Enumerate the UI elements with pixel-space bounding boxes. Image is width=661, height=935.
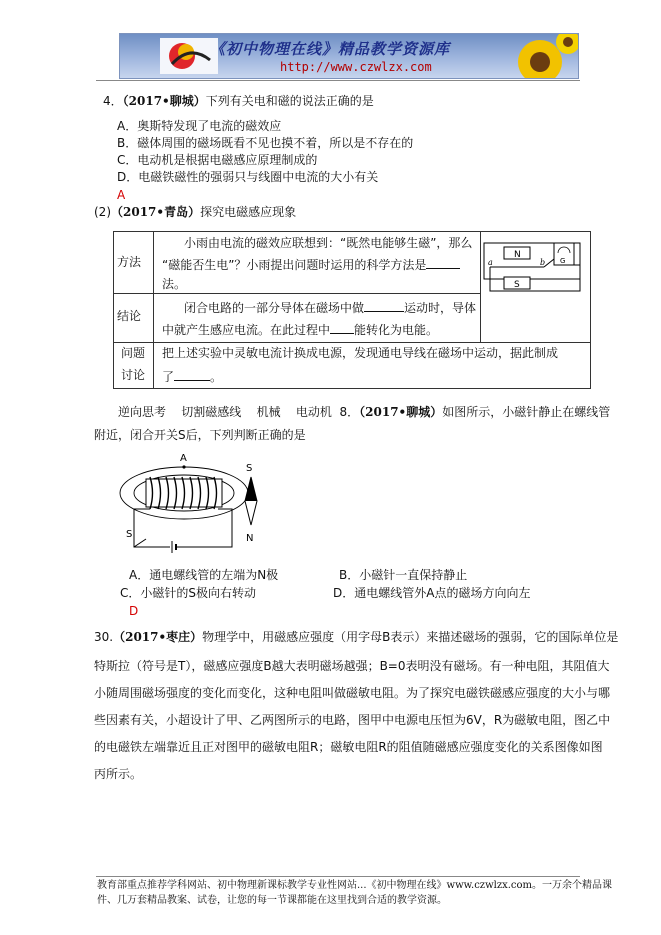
- option-d: D．通电螺线管外A点的磁场方向向左: [333, 586, 531, 600]
- question-number: 4．: [103, 94, 123, 108]
- answers-line: [118, 405, 610, 419]
- question-2-stem: [94, 205, 296, 219]
- table-head-method: 方法: [117, 255, 142, 269]
- option-a: A．通电螺线管的左端为N极: [129, 568, 279, 582]
- solenoid-figure: [110, 447, 280, 565]
- table-method-line1: 小雨由电流的磁效应联想到：“既然电能够生磁”，那么: [184, 236, 473, 250]
- question-source: （2017•青岛）: [111, 205, 201, 219]
- answer-2: 切割磁感线: [181, 405, 242, 419]
- answer-1: 逆向思考: [118, 405, 167, 419]
- table-head-conclusion: 结论: [117, 309, 142, 323]
- question-30-line-5: 的电磁铁左端靠近且正对图甲的磁敏电阻R；磁敏电阻R的阻值随磁感应强度变化的关系图像如图: [94, 740, 603, 754]
- answer: D: [129, 604, 139, 618]
- table-head-discussion-2: 讨论: [121, 368, 146, 382]
- question-text: 探究电磁感应现象: [200, 205, 297, 219]
- wire-b-label: b: [540, 258, 546, 267]
- header-divider: [96, 80, 580, 81]
- answer-4: 电动机: [295, 405, 332, 419]
- magnet-s-label: S: [514, 280, 520, 290]
- galvanometer-label: G: [560, 257, 566, 265]
- table-method-line2: “磁能否生电”？小雨提出问题时运用的科学方法是: [162, 257, 460, 272]
- switch-label: S: [126, 529, 133, 540]
- option-b: B．磁体周围的磁场既看不见也摸不着，所以是不存在的: [117, 136, 414, 150]
- question-number: (2): [94, 205, 111, 219]
- answer: A: [117, 188, 126, 202]
- option-c: C．电动机是根据电磁感应原理制成的: [117, 153, 318, 167]
- question-30-line-1: 30.（2017•枣庄）物理学中，用磁感应强度（用字母B表示）来描述磁场的强弱，它的国际单位是: [94, 630, 619, 644]
- needle-n-label: N: [246, 533, 254, 544]
- question-30-line-2: 特斯拉（符号是T），磁感应强度B越大表明磁场越强；B=0表明没有磁场。有一种电阻，其阻值大: [94, 659, 610, 673]
- question-text: 下列有关电和磁的说法正确的是: [205, 94, 374, 108]
- sunflower-icon: [518, 34, 578, 78]
- footer-line-2: 件、几万套精品教案、试卷，让您的每一节课都能在这里找到合适的教学资源。: [97, 895, 447, 906]
- table-conclusion-line2: 中就产生感应电流。在此过程中 能转化为电能。: [162, 323, 439, 337]
- needle-s-label: S: [246, 463, 253, 474]
- table-discussion-line1: 把上述实验中灵敏电流计换成电源，发现通电导线在磁场中运动，据此制成: [162, 346, 559, 360]
- table-head-discussion-1: 问题: [121, 346, 146, 360]
- answer-blank[interactable]: [174, 369, 210, 381]
- switch-icon: [134, 539, 146, 547]
- question-8-stem-2: 附近，闭合开关S后，下列判断正确的是: [94, 428, 306, 442]
- wire-a-label: a: [488, 258, 493, 267]
- question-30-line-6: 丙所示。: [94, 767, 143, 781]
- induction-diagram: [482, 233, 588, 339]
- table-method-line3: 法。: [162, 277, 187, 291]
- answer-blank[interactable]: [364, 300, 404, 312]
- answer-blank[interactable]: [330, 322, 354, 334]
- banner-title: 《初中物理在线》精品教学资源库: [210, 40, 451, 58]
- table-conclusion-line1: 闭合电路的一部分导体在磁场中做 运动时，导体: [184, 301, 477, 315]
- answer-3: 机械: [256, 405, 281, 419]
- option-d: D．电磁铁磁性的强弱只与线圈中电流的大小有关: [117, 170, 379, 184]
- option-c: C．小磁针的S极向右转动: [120, 586, 256, 600]
- question-number: 8．: [339, 405, 360, 419]
- footer-line-1: 教育部重点推荐学科网站、初中物理新课标教学专业性网站...《初中物理在线》www.czwlzx.com。一万余个精品课: [97, 880, 613, 891]
- question-30-line-3: 小随周围磁场强度的变化而变化，这种电阻叫做磁敏电阻。为了探究电磁铁磁感应强度的大小与哪: [94, 686, 611, 700]
- answer-blank[interactable]: [426, 257, 460, 269]
- option-b: B．小磁针一直保持静止: [339, 568, 468, 582]
- question-number: 30.: [94, 630, 114, 644]
- question-source: （2017•聊城）: [359, 405, 443, 419]
- question-30-line-4: 些因素有关，小超设计了甲、乙两图所示的电路，图甲中电源电压恒为6V，R为磁敏电阻，图乙中: [94, 713, 611, 727]
- question-text: 如图所示，小磁针静止在螺线管: [442, 405, 611, 419]
- footer-divider: [96, 876, 580, 877]
- banner-url[interactable]: http://www.czwlzx.com: [280, 60, 432, 74]
- question-source: （2017•枣庄）: [113, 630, 203, 644]
- question-source: （2017•聊城）: [122, 94, 206, 108]
- question-4-stem: [103, 94, 374, 108]
- point-a-label: A: [180, 453, 187, 464]
- magnet-n-label: N: [514, 250, 521, 260]
- option-a: A．奥斯特发现了电流的磁效应: [117, 119, 282, 133]
- table-discussion-line2: 了 。: [162, 370, 223, 384]
